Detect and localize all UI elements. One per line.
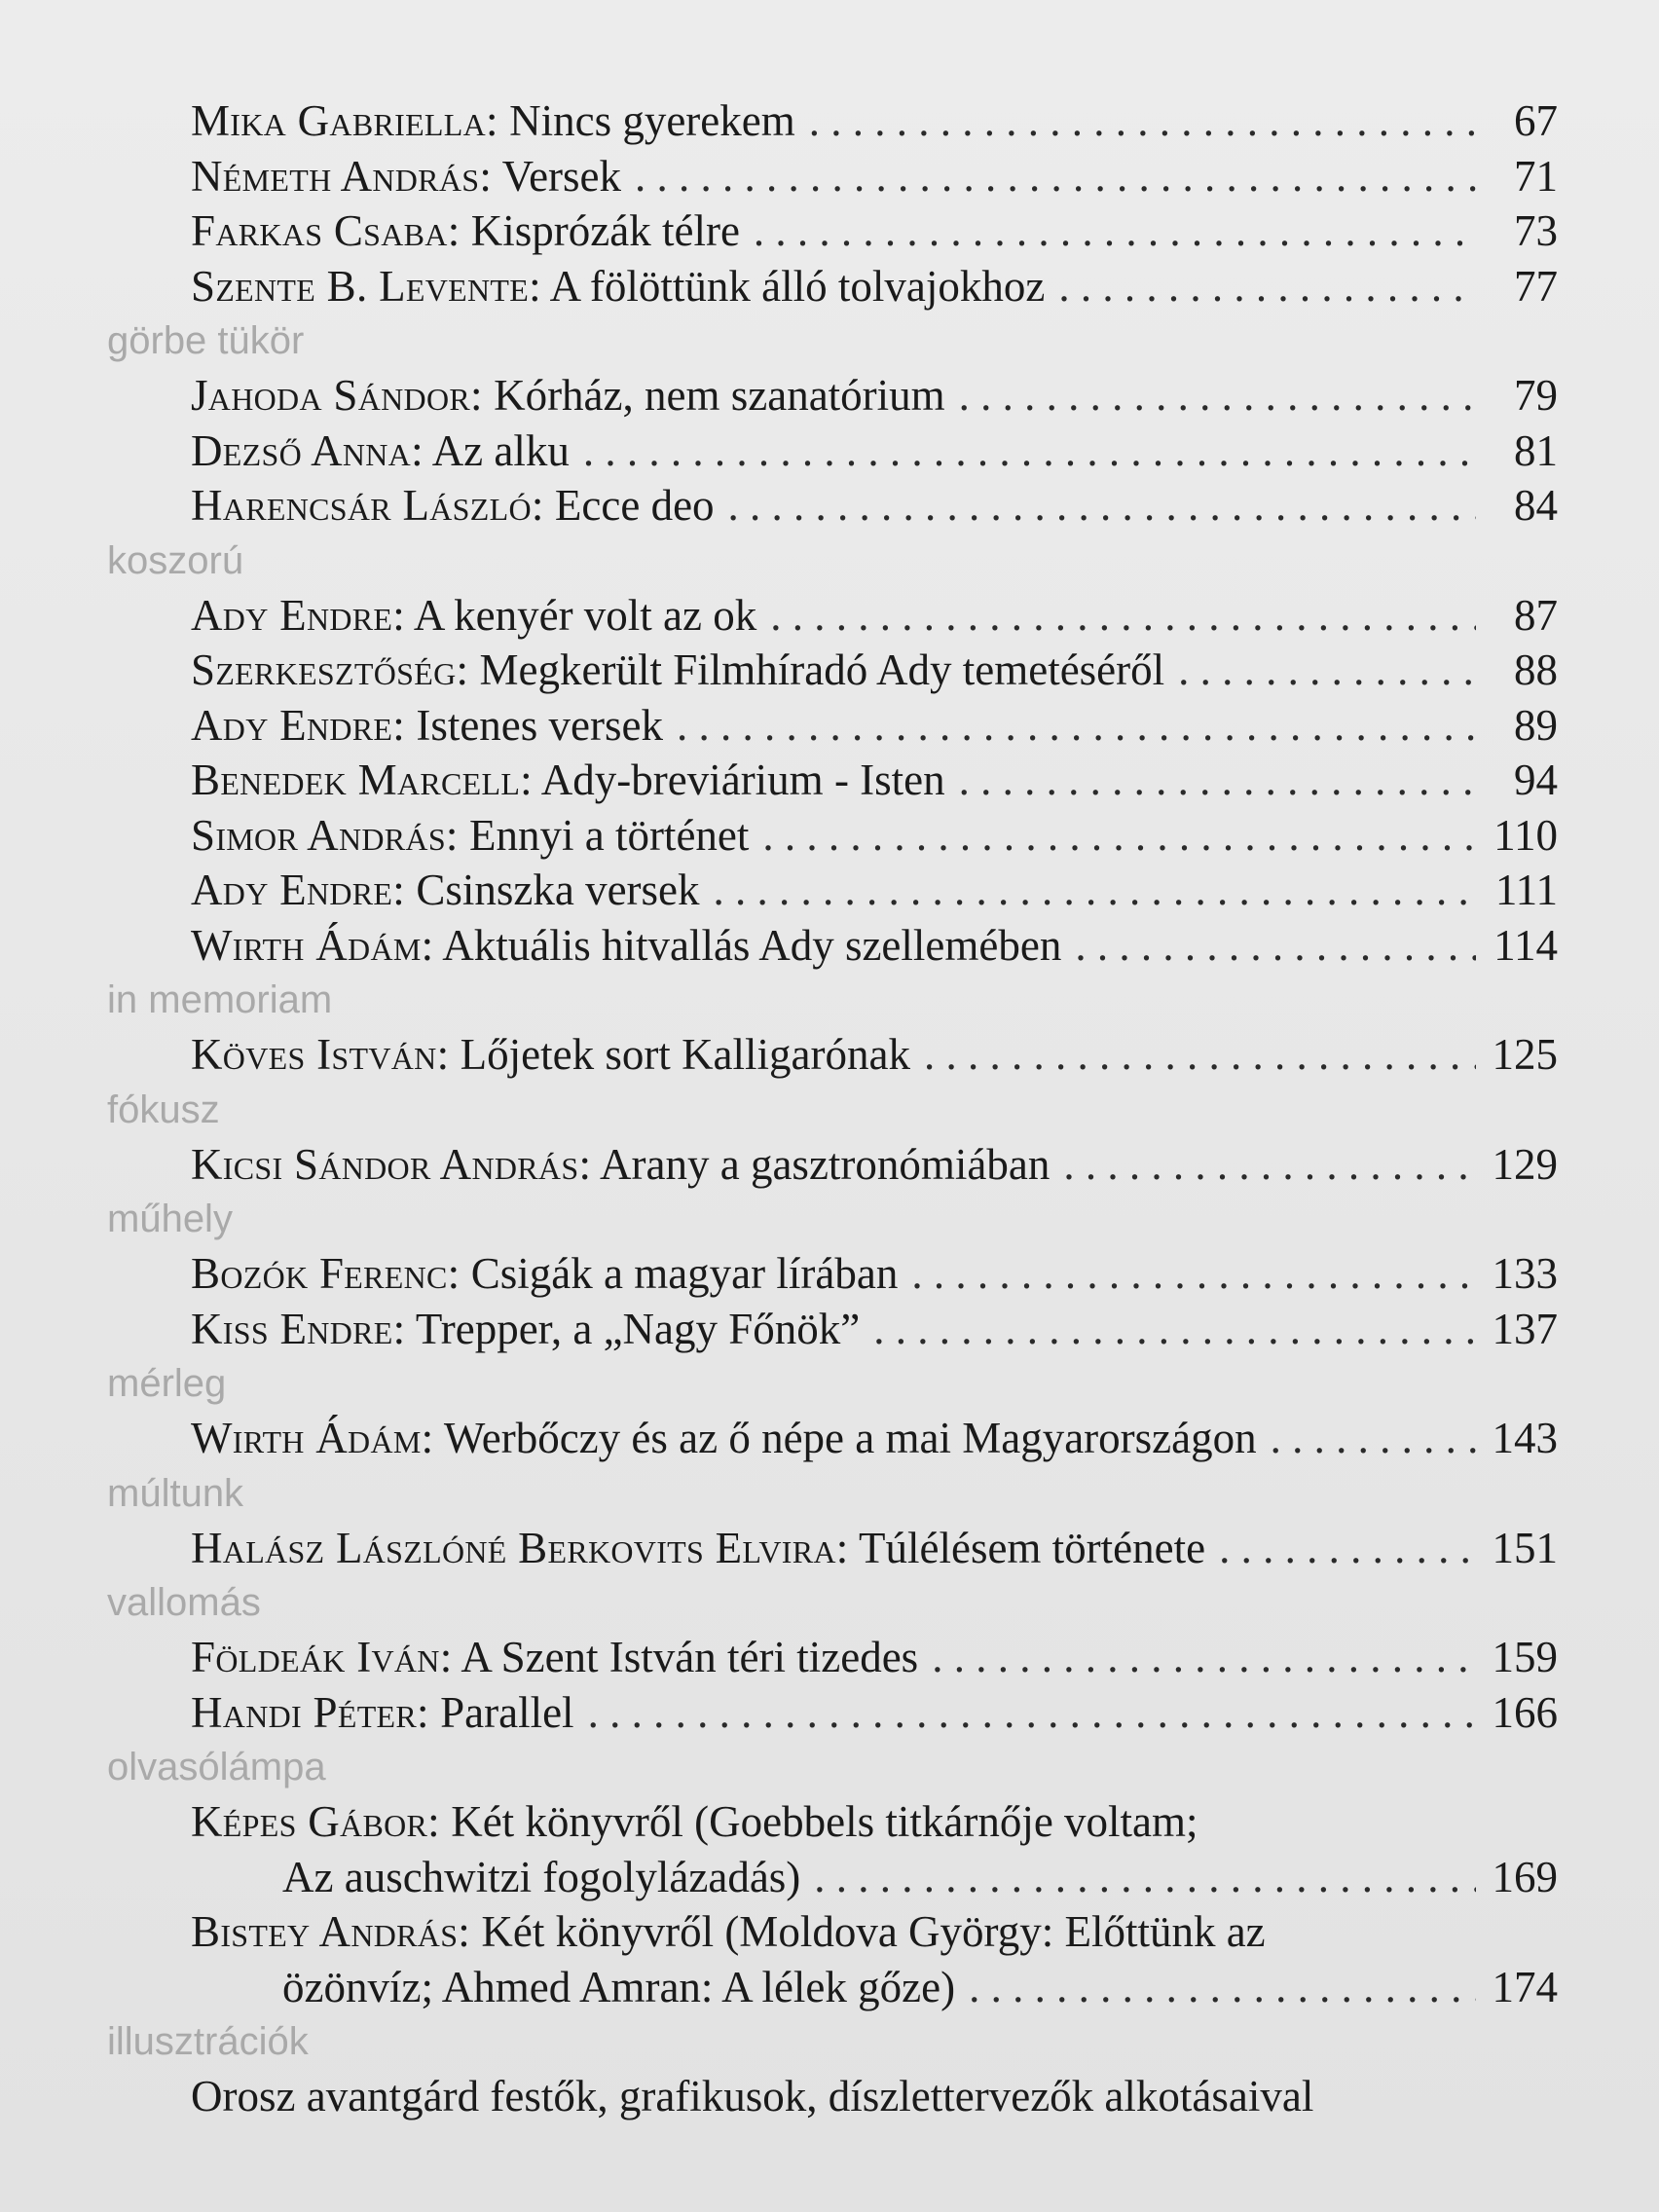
toc-line (191, 1630, 1558, 1685)
page-number: 87 (1514, 590, 1558, 640)
page-number: 71 (1514, 151, 1558, 201)
entry-title: Túlélésem története (859, 1523, 1206, 1572)
dot-leader (754, 203, 1476, 259)
entry-text (191, 1027, 910, 1083)
dot-leader (770, 588, 1476, 644)
page-number: 125 (1492, 1030, 1558, 1079)
dot-leader (873, 1302, 1476, 1357)
entry-title-continued: özönvíz; Ahmed Amran: A lélek gőze) (282, 1962, 956, 2011)
dot-leader (924, 1027, 1476, 1083)
entry-author: Ady Endre: (191, 866, 406, 914)
dot-leader (911, 1246, 1476, 1302)
page-number: 73 (1514, 206, 1558, 255)
entry-author: Handi Péter: (191, 1687, 429, 1737)
section-heading: olvasólámpa (107, 1746, 326, 1788)
toc-line (191, 424, 1558, 479)
page-number: 89 (1514, 700, 1558, 750)
page-number: 169 (1492, 1852, 1558, 1901)
dot-leader (588, 1685, 1476, 1741)
entry-author: Wirth Ádám: (191, 1414, 434, 1462)
toc-entry (0, 203, 1659, 259)
entry-text (191, 478, 715, 534)
entry-title: Az alku (431, 425, 570, 475)
toc-entry (0, 1027, 1659, 1083)
section-heading: vallomás (107, 1581, 261, 1624)
entry-author: Köves István: (191, 1030, 450, 1079)
entry-author: Ady Endre: (191, 590, 406, 640)
entry-author: Harencsár László: (191, 481, 544, 530)
page-number: 174 (1492, 1962, 1558, 2011)
entry-title: Ady-breviárium - Isten (540, 756, 945, 804)
toc-entry (0, 1794, 1659, 1904)
entry-text (191, 1904, 1266, 1960)
entry-text (191, 1411, 1257, 1466)
dot-leader (1058, 259, 1476, 314)
toc-entry (0, 1411, 1659, 1466)
toc-entry (0, 424, 1659, 479)
page-number: 159 (1492, 1633, 1558, 1681)
entry-text (191, 643, 1164, 698)
entry-author: Kicsi Sándor András: (191, 1139, 592, 1189)
entry-text (191, 863, 700, 918)
dot-leader (583, 424, 1476, 479)
entry-author: Bistey András: (191, 1907, 471, 1956)
dot-leader (969, 1960, 1476, 2015)
toc-line (191, 1137, 1558, 1193)
toc-line (191, 808, 1558, 864)
entry-text (191, 1137, 1050, 1193)
dot-leader (959, 368, 1476, 424)
page-number: 133 (1492, 1249, 1558, 1298)
entry-text (191, 368, 945, 424)
toc-entry (0, 918, 1659, 974)
toc-line (191, 368, 1558, 424)
entry-title: Istenes versek (416, 700, 663, 750)
page-number: 77 (1514, 261, 1558, 311)
entry-title: Kisprózák télre (470, 206, 740, 255)
entry-title: Két könyvről (Goebbels titkárnője voltam; (451, 1797, 1198, 1846)
entry-author: Simor András: (191, 810, 459, 860)
entry-author: Farkas Csaba: (191, 206, 461, 255)
entry-title: Ennyi a történet (468, 810, 750, 860)
toc-entry (0, 2069, 1659, 2124)
entry-title: A kenyér volt az ok (413, 590, 757, 640)
dot-leader (714, 863, 1476, 918)
entry-author: Szerkesztőség: (191, 645, 469, 694)
page-number: 81 (1514, 425, 1558, 475)
toc-line (191, 1027, 1558, 1083)
entry-author: Mika Gabriella: (191, 96, 498, 145)
entry-title: Versek (501, 151, 622, 201)
toc-entry (0, 1685, 1659, 1741)
dot-leader (1219, 1521, 1476, 1576)
table-of-contents (0, 93, 1659, 2124)
toc-entry (0, 1137, 1659, 1193)
section-heading: fókusz (107, 1088, 220, 1131)
section-heading: illusztrációk (107, 2020, 309, 2063)
dot-leader (809, 93, 1476, 149)
entry-title: Arany a gasztronómiában (600, 1139, 1051, 1189)
dot-leader (932, 1630, 1476, 1685)
page-number: 110 (1493, 810, 1558, 860)
toc-entry (0, 753, 1659, 808)
toc-line (191, 698, 1558, 754)
toc-line (191, 753, 1558, 808)
entry-text (191, 1246, 898, 1302)
entry-text (191, 203, 740, 259)
entry-text (191, 149, 621, 204)
toc-line (191, 1794, 1558, 1850)
toc-line (191, 1904, 1558, 1960)
entry-title: Két könyvről (Moldova György: Előttünk az (481, 1907, 1266, 1956)
toc-entry (0, 1302, 1659, 1357)
entry-text (191, 808, 749, 864)
toc-entry (0, 643, 1659, 698)
toc-line (191, 1411, 1558, 1466)
toc-entry (0, 478, 1659, 534)
entry-text (191, 698, 663, 754)
page-number: 151 (1492, 1523, 1558, 1572)
entry-text (191, 588, 756, 644)
dot-leader (1271, 1411, 1476, 1466)
toc-line-continued (282, 1850, 1558, 1905)
toc-line (191, 203, 1558, 259)
entry-title: Nincs gyerekem (509, 96, 795, 145)
entry-title: Megkerült Filmhíradó Ady temetéséről (479, 645, 1165, 694)
toc-entry (0, 1904, 1659, 2014)
toc-line (191, 643, 1558, 698)
entry-title: Kórház, nem szanatórium (494, 371, 945, 420)
toc-line (191, 1302, 1558, 1357)
toc-entry (0, 588, 1659, 644)
entry-author: Kiss Endre: (191, 1304, 406, 1353)
entry-author: Ady Endre: (191, 700, 406, 750)
page-number: 114 (1493, 920, 1558, 970)
dot-leader (677, 698, 1476, 754)
toc-entry (0, 93, 1659, 149)
dot-leader (1063, 1137, 1476, 1193)
entry-title: Csigák a magyar lírában (470, 1249, 899, 1298)
toc-line (191, 2069, 1558, 2124)
toc-line (191, 1685, 1558, 1741)
toc-line (191, 93, 1558, 149)
dot-leader (728, 478, 1476, 534)
toc-line (191, 259, 1558, 314)
toc-entry (0, 1246, 1659, 1302)
entry-author: Jahoda Sándor: (191, 371, 483, 420)
entry-text (191, 1521, 1205, 1576)
entry-title: A fölöttünk álló tolvajokhoz (549, 261, 1046, 311)
entry-text (191, 1630, 918, 1685)
toc-entry (0, 698, 1659, 754)
dot-leader (1178, 643, 1476, 698)
toc-line (191, 863, 1558, 918)
entry-title: Parallel (440, 1687, 574, 1737)
page-number: 94 (1514, 756, 1558, 804)
entry-author: Képes Gábor: (191, 1797, 440, 1846)
toc-entry (0, 259, 1659, 314)
toc-line-continued (282, 1960, 1558, 2015)
page-number: 129 (1492, 1139, 1558, 1189)
toc-entry (0, 863, 1659, 918)
dot-leader (1075, 918, 1476, 974)
page-number: 137 (1492, 1304, 1558, 1353)
page-number: 67 (1514, 96, 1558, 145)
entry-text (191, 259, 1045, 314)
page-number: 166 (1492, 1687, 1558, 1737)
entry-author: Földeák Iván: (191, 1633, 453, 1681)
entry-title: Werbőczy és az ő népe a mai Magyarországon (443, 1414, 1257, 1462)
toc-entry (0, 368, 1659, 424)
toc-line (191, 1521, 1558, 1576)
section-heading: műhely (107, 1198, 233, 1240)
section-heading: mérleg (107, 1362, 227, 1405)
entry-text (191, 93, 795, 149)
entry-title: Trepper, a „Nagy Főnök” (415, 1304, 861, 1353)
entry-title: Aktuális hitvallás Ady szellemében (442, 920, 1062, 970)
section-heading: koszorú (107, 538, 244, 582)
entry-author: Németh András: (191, 151, 493, 201)
toc-line (191, 588, 1558, 644)
entry-author: Dezső Anna: (191, 425, 424, 475)
toc-line (191, 1246, 1558, 1302)
page-number: 143 (1492, 1414, 1558, 1462)
dot-leader (762, 808, 1476, 864)
entry-text (191, 1302, 860, 1357)
toc-line (191, 478, 1558, 534)
toc-entry (0, 1630, 1659, 1685)
dot-leader (959, 753, 1476, 808)
page-number: 111 (1494, 866, 1558, 914)
entry-author: Bozók Ferenc: (191, 1249, 461, 1298)
entry-author: Szente B. Levente: (191, 261, 541, 311)
entry-text (191, 424, 570, 479)
toc-line (191, 149, 1558, 204)
entry-text (191, 2069, 1313, 2124)
entry-title: Csinszka versek (416, 866, 700, 914)
toc-entry (0, 808, 1659, 864)
toc-entry (0, 149, 1659, 204)
dot-leader (814, 1850, 1476, 1905)
entry-text (191, 918, 1061, 974)
section-heading: görbe tükör (107, 319, 305, 362)
entry-text (191, 1794, 1198, 1850)
page-number: 84 (1514, 481, 1558, 530)
toc-line (191, 918, 1558, 974)
entry-text (191, 753, 945, 808)
dot-leader (635, 149, 1476, 204)
entry-title: A Szent István téri tizedes (461, 1633, 919, 1681)
page-number: 88 (1514, 645, 1558, 694)
entry-author: Halász Lászlóné Berkovits Elvira: (191, 1523, 849, 1572)
page-number: 79 (1514, 371, 1558, 420)
section-heading: múltunk (107, 1471, 244, 1515)
entry-title: Ecce deo (554, 481, 715, 530)
entry-author: Wirth Ádám: (191, 920, 434, 970)
section-heading: in memoriam (107, 978, 333, 1021)
entry-title-continued: Az auschwitzi fogolylázadás) (282, 1852, 801, 1901)
toc-entry (0, 1521, 1659, 1576)
entry-text (191, 1685, 574, 1741)
entry-title: Orosz avantgárd festők, grafikusok, díszlettervezők alkotásaival (191, 2072, 1314, 2120)
entry-author: Benedek Marcell: (191, 756, 533, 804)
entry-title: Lőjetek sort Kalligarónak (460, 1030, 910, 1079)
